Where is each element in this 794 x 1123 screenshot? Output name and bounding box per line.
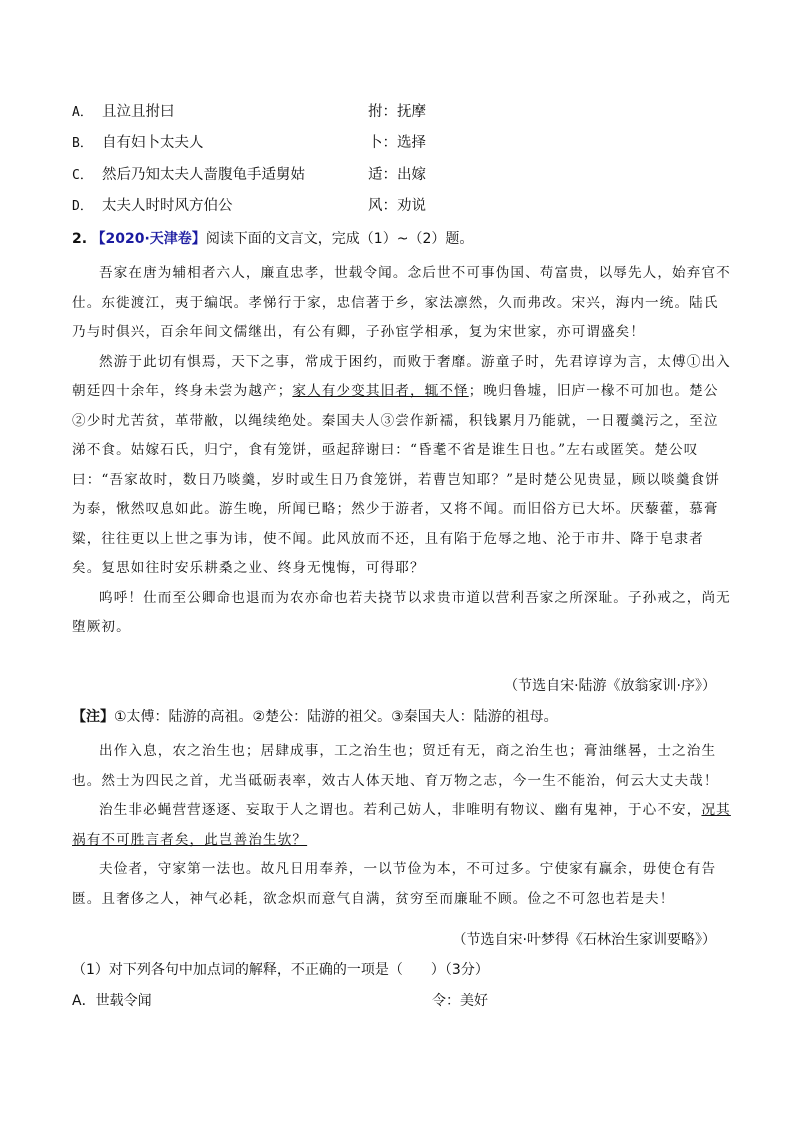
note-text: ①太傅：陆游的高祖。②楚公：陆游的祖父。③秦国夫人：陆游的祖母。 [114, 709, 558, 725]
annotation-note [72, 707, 558, 727]
option-gloss: 风：劝说 [368, 198, 426, 214]
underlined-sentence: 况其祸有不可胜言者矣，此岂善治生欤？ [72, 802, 731, 848]
underlined-sentence: 家人有少变其旧者，辄不怿 [292, 383, 469, 399]
passage-1-paragraph-3: 呜呼！仕而至公卿命也退而为农亦命也若夫挠节以求贵市道以营利吾家之所深耻。子孙戒之，尚无堕厥初。 [72, 589, 731, 635]
question-2-heading [72, 229, 473, 249]
option-c[interactable]: C． 然后乃知太夫人啬腹龟手适舅姑 适：出嫁 [72, 167, 426, 183]
question-number: 2. [72, 231, 88, 247]
source-citation-1: （节选自宋·陆游《放翁家训·序》） [504, 678, 716, 694]
passage-1-paragraph-1: 吾家在唐为辅相者六人，廉直忠孝，世载令闻。念后世不可事伪国、苟富贵，以辱先人，始弃官不仕。东徙渡江，夷于编氓。孝悌行于家，忠信著于乡，家法凛然，久而弗改。宋兴，海内一统。陆氏乃与时俱兴，百余年间文儒继出，有公有卿，子孙宦学相承，复为宋世家，亦可谓盛矣！ [72, 265, 731, 340]
option-text: 太夫人时时风方伯公 [102, 198, 233, 214]
note-label: 【注】 [72, 709, 114, 725]
source-tag: 【2020·天津卷】 [91, 231, 206, 247]
sub-question-1-option-a[interactable] [72, 991, 488, 1011]
option-text: 自有妇卜太夫人 [102, 135, 204, 151]
option-gloss: 拊：抚摩 [368, 104, 426, 120]
source-citation-2: （节选自宋·叶梦得《石林治生家训要略》） [452, 932, 716, 948]
option-text: 然后乃知太夫人啬腹龟手适舅姑 [102, 167, 305, 183]
option-gloss: 适：出嫁 [368, 167, 426, 183]
passage-2-paragraph-1: 出作入息，农之治生也；居肆成事，工之治生也；贸迁有无，商之治生也；膏油继晷，士之治生也。然士为四民之首，尤当砥砺表率，效古人体天地、育万物之志，今一生不能治，何云大丈夫哉！ [72, 743, 719, 789]
passage-2-paragraph-3: 夫俭者，守家第一法也。故凡日用奉养，一以节俭为本，不可过多。宁使家有赢余，毋使仓有告匮。且奢侈之人，神气必耗，欲念炽而意气自满，贫穷至而廉耻不顾。俭之不可忽也若是夫！ [72, 861, 717, 907]
passage-1-paragraph-2: 然游于此切有惧焉，天下之事，常成于困约，而败于奢靡。游童子时，先君谆谆为言，太傅①出入朝廷四十余年，终身未尝为越产；家人有少变其旧者，辄不怿；晚归鲁墟，旧庐一椽不可加也。楚公②少时尤苦贫，革带敝，以绳续绝处。秦国夫人③尝作新襦，积钱累月乃能就，一日覆羹污之，至泣涕不食。姑嫁石氏，归宁，食有笼饼，亟起辞谢曰：“昏耄不省是谁生日也。”左右或匿笑。楚公叹曰：“吾家故时，数日乃啖羹，岁时或生日乃食笼饼，若曹岂知耶？”是时楚公见贵显，顾以啖羹食饼为泰，愀然叹息如此。游生晚，所闻已略；然少于游者，又将不闻。而旧俗方已大坏。厌藜藿，慕膏粱，往往更以上世之事为讳，使不闻。此风放而不还，且有陷于危辱之地、沦于市井、降于皂隶者矣。复思如往时安乐耕桑之业、终身无愧悔，可得耶？ [72, 353, 731, 576]
option-gloss: 卜：选择 [368, 135, 426, 151]
sub-question-1: （1）对下列各句中加点词的解释，不正确的一项是（ ）（3分） [72, 962, 489, 978]
passage-2 [72, 737, 732, 914]
option-a[interactable]: A． 且泣且拊曰 拊：抚摩 [72, 104, 426, 120]
option-gloss: 令：美好 [432, 993, 488, 1009]
option-text: A．世载令闻 [72, 993, 152, 1009]
passage-1 [72, 259, 732, 643]
option-b[interactable]: B． 自有妇卜太夫人 卜：选择 [72, 135, 426, 151]
passage-2-paragraph-2: 治生非必蝇营营逐逐、妄取于人之谓也。若利己妨人，非唯明有物议、幽有鬼神，于心不安，况其祸有不可胜言者矣，此岂善治生欤？ [72, 802, 731, 848]
option-text: 且泣且拊曰 [102, 104, 175, 120]
option-d[interactable]: D． 太夫人时时风方伯公 风：劝说 [72, 198, 426, 214]
question-prompt: 阅读下面的文言文，完成（1）~（2）题。 [205, 231, 474, 247]
